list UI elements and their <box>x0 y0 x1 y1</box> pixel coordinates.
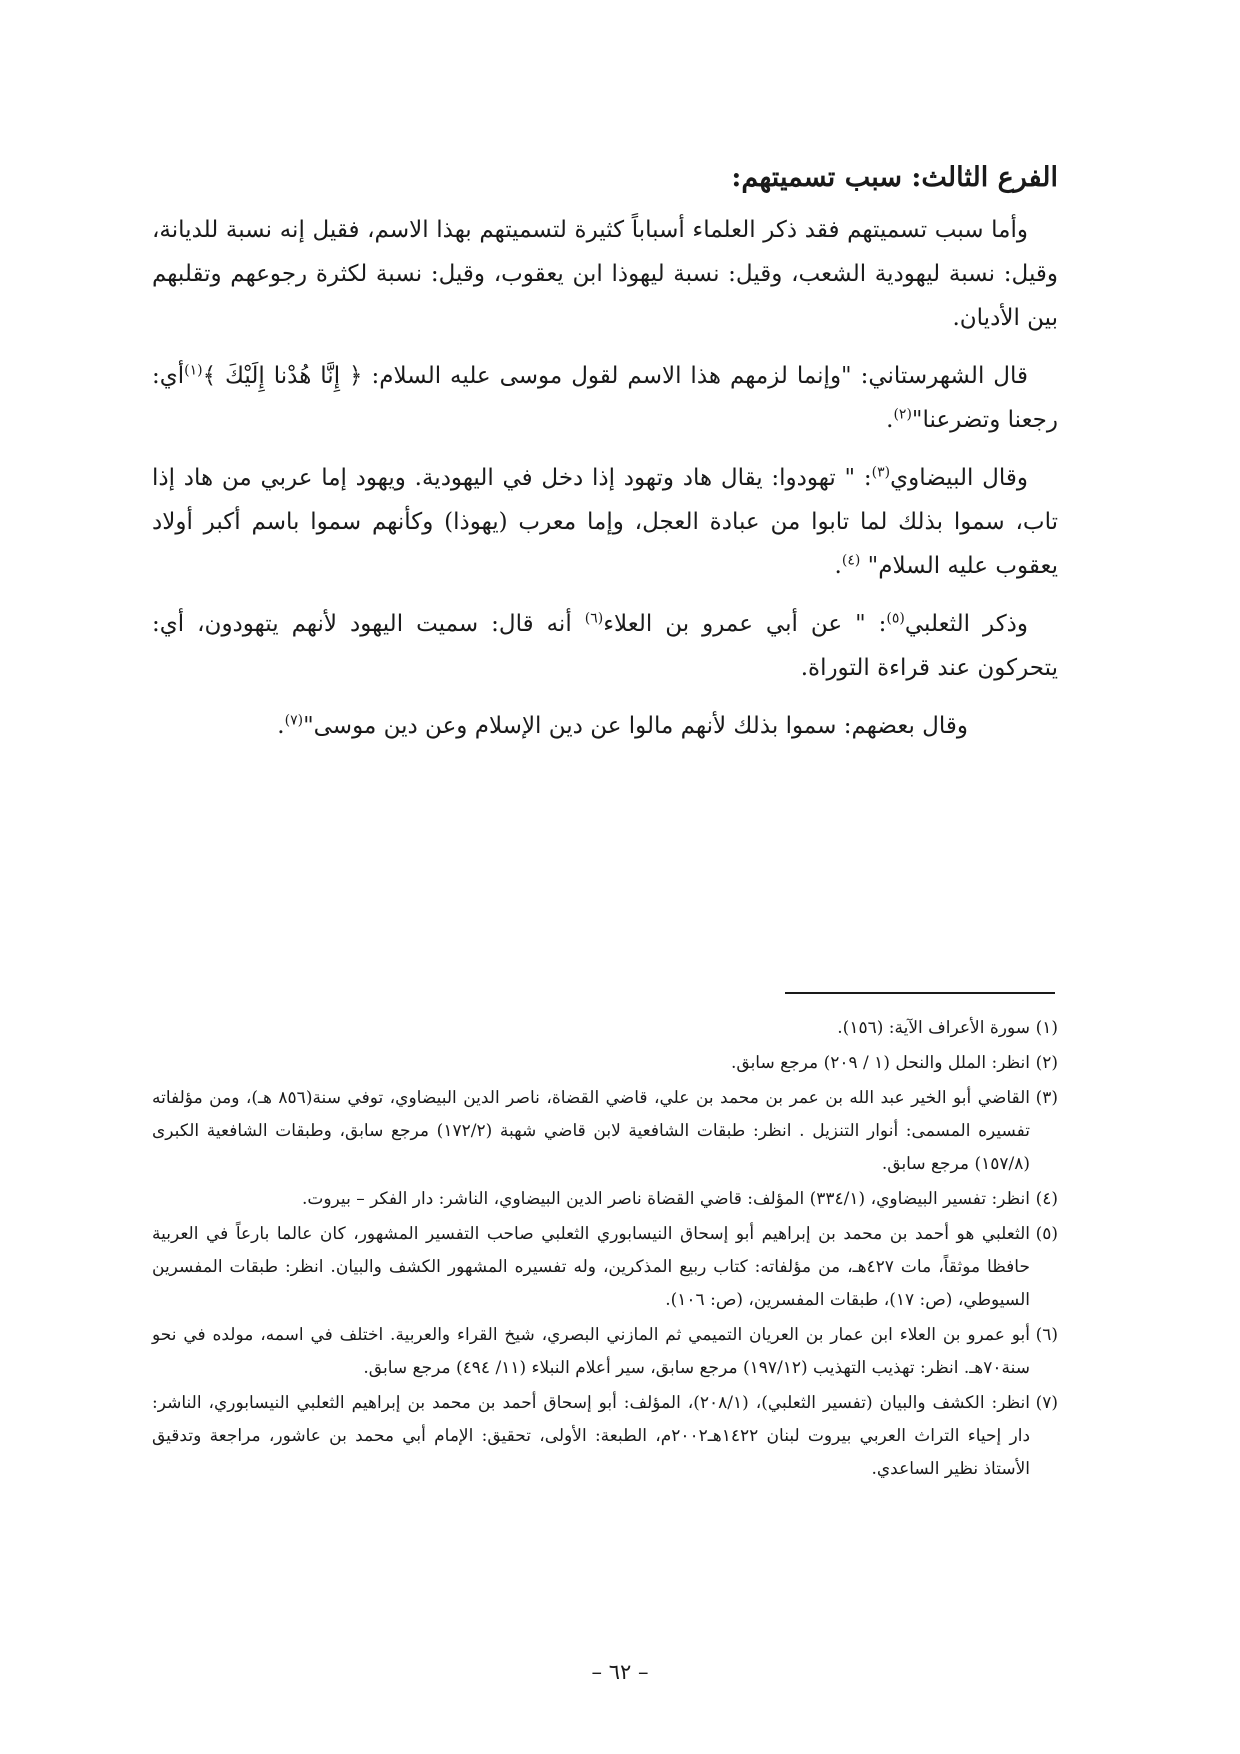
paragraph-text: . <box>886 407 894 433</box>
footnote-text: سورة الأعراف الآية: (١٥٦). <box>837 1018 1030 1038</box>
footnote-item <box>152 1047 1058 1080</box>
paragraph-text: . <box>834 553 842 579</box>
footnote-item <box>152 1082 1058 1181</box>
footnote-item <box>152 1012 1058 1045</box>
paragraph-text: وذكر الثعلبي <box>904 611 1028 637</box>
paragraph-naming-reasons <box>152 208 1058 340</box>
paragraph-text: وأما سبب تسميتهم فقد ذكر العلماء أسباباً كثيرة لتسميتهم بهذا الاسم، فقيل إنه نسبة للديانة، وقيل: نسبة ليهودية الشعب، وقيل: نسبة ليهوذا ابن يعقوب، وقيل: نسبة لكثرة رجوعهم وتقلبهم بين الأديان. <box>152 217 1058 331</box>
footnote-item <box>152 1218 1058 1317</box>
paragraph-text: أنه قال: سميت اليهود لأنهم يتهودون، أي: يتحركون عند قراءة التوراة. <box>152 611 1058 681</box>
footnote-text: القاضي أبو الخير عبد الله بن عمر بن محمد بن علي، قاضي القضاة، ناصر الدين البيضاوي، توفي سنة(٨٥٦ هـ)، ومن مؤلفاته تفسيره المسمى: أنوار التنزيل . انظر: طبقات الشافعية لابن قاضي شهبة (١٧٢/٢) مرجع سابق، وطبقات الشافعية الكبرى (١٥٧/٨) مرجع سابق. <box>152 1088 1030 1174</box>
footnote-ref[interactable]: (٥) <box>886 610 905 627</box>
footnote-ref[interactable]: (٧) <box>284 712 304 729</box>
footnote-divider <box>785 992 1055 994</box>
paragraph-text: : " تهودوا: يقال هاد وتهود إذا دخل في اليهودية. ويهود إما عربي من هاد إذا تاب، سموا بذلك لما تابوا من عبادة العجل، وإما معرب (يهوذا) وكأنهم سموا باسم أكبر أولاد يعقوب عليه السلام" <box>152 465 1058 579</box>
footnotes-section <box>152 1012 1058 1488</box>
paragraph-baydawi <box>152 456 1058 588</box>
footnote-text: أبو عمرو بن العلاء ابن عمار بن العريان التميمي ثم المازني البصري، شيخ القراء والعربية. اختلف في اسمه، مولده في نحو سنة٧٠هـ. انظر: تهذيب التهذيب (١٩٧/١٢) مرجع سابق، سير أعلام النبلاء (١١/ ٤٩٤) مرجع سابق. <box>152 1325 1030 1378</box>
footnote-text: انظر: الكشف والبيان (تفسير الثعلبي)، (٢٠٨/١)، المؤلف: أبو إسحاق أحمد بن محمد بن إبراهيم الثعلبي النيسابوري، الناشر: دار إحياء التراث العربي بيروت لبنان ١٤٢٢هـ٢٠٠٢م، الطبعة: الأولى، تحقيق: الإمام أبي محمد بن عاشور، مراجعة وتدقيق الأستاذ نظير الساعدي. <box>152 1393 1031 1479</box>
paragraph-text: وقال البيضاوي <box>890 465 1028 491</box>
footnote-text: انظر: الملل والنحل (١ / ٢٠٩) مرجع سابق. <box>730 1053 1030 1073</box>
footnote-number: (١) <box>1035 1018 1058 1038</box>
section-heading: الفرع الثالث: سبب تسميتهم: <box>731 162 1058 193</box>
paragraph-text: . <box>277 713 285 739</box>
paragraph-others <box>152 704 1058 748</box>
footnote-ref[interactable]: (٤) <box>841 552 861 569</box>
page-number: – ٦٢ – <box>591 1660 649 1684</box>
footnote-number: (٤) <box>1035 1189 1058 1209</box>
footnote-text: الثعلبي هو أحمد بن محمد بن إبراهيم أبو إسحاق النيسابوري الثعلبي صاحب التفسير المشهور، كان عالما بارعاً في العربية حافظا موثقاً، مات ٤٢٧هـ، من مؤلفاته: كتاب ربيع المذكرين، وله تفسيره المشهور الكشف والبيان. انظر: طبقات المفسرين السيوطي، (ص: ١٧)، طبقات المفسرين، (ص: ١٠٦). <box>152 1224 1030 1310</box>
paragraph-text: قال الشهرستاني: "وإنما لزمهم هذا الاسم لقول موسى عليه السلام: ﴿ إِنَّا هُدْنا إِلَيْكَ ﴾ <box>202 363 1028 389</box>
footnote-item <box>152 1387 1058 1486</box>
footnote-item <box>152 1319 1058 1385</box>
footnote-number: (٥) <box>1035 1224 1058 1244</box>
paragraph-shahrastani <box>152 354 1058 442</box>
paragraph-text: : " عن أبي عمرو بن العلاء <box>603 611 887 637</box>
footnote-ref[interactable]: (١) <box>184 362 203 379</box>
footnote-text: انظر: تفسير البيضاوي، (٣٣٤/١) المؤلف: قاضي القضاة ناصر الدين البيضاوي، الناشر: دار الفكر – بيروت. <box>301 1189 1030 1209</box>
footnote-number: (٣) <box>1035 1088 1058 1108</box>
footnote-ref[interactable]: (٦) <box>584 610 604 627</box>
footnote-number: (٧) <box>1035 1393 1058 1413</box>
footnote-ref[interactable]: (٣) <box>871 464 891 481</box>
paragraph-thalabi <box>152 602 1058 690</box>
paragraph-text: وقال بعضهم: سموا بذلك لأنهم مالوا عن دين الإسلام وعن دين موسى" <box>303 713 968 739</box>
footnote-ref[interactable]: (٢) <box>893 406 912 423</box>
footnote-item <box>152 1183 1058 1216</box>
footnote-number: (٢) <box>1035 1053 1058 1073</box>
footnote-number: (٦) <box>1035 1325 1058 1345</box>
main-text <box>152 158 1058 762</box>
paragraph-text: أي: رجعنا وتضرعنا" <box>152 363 1058 433</box>
